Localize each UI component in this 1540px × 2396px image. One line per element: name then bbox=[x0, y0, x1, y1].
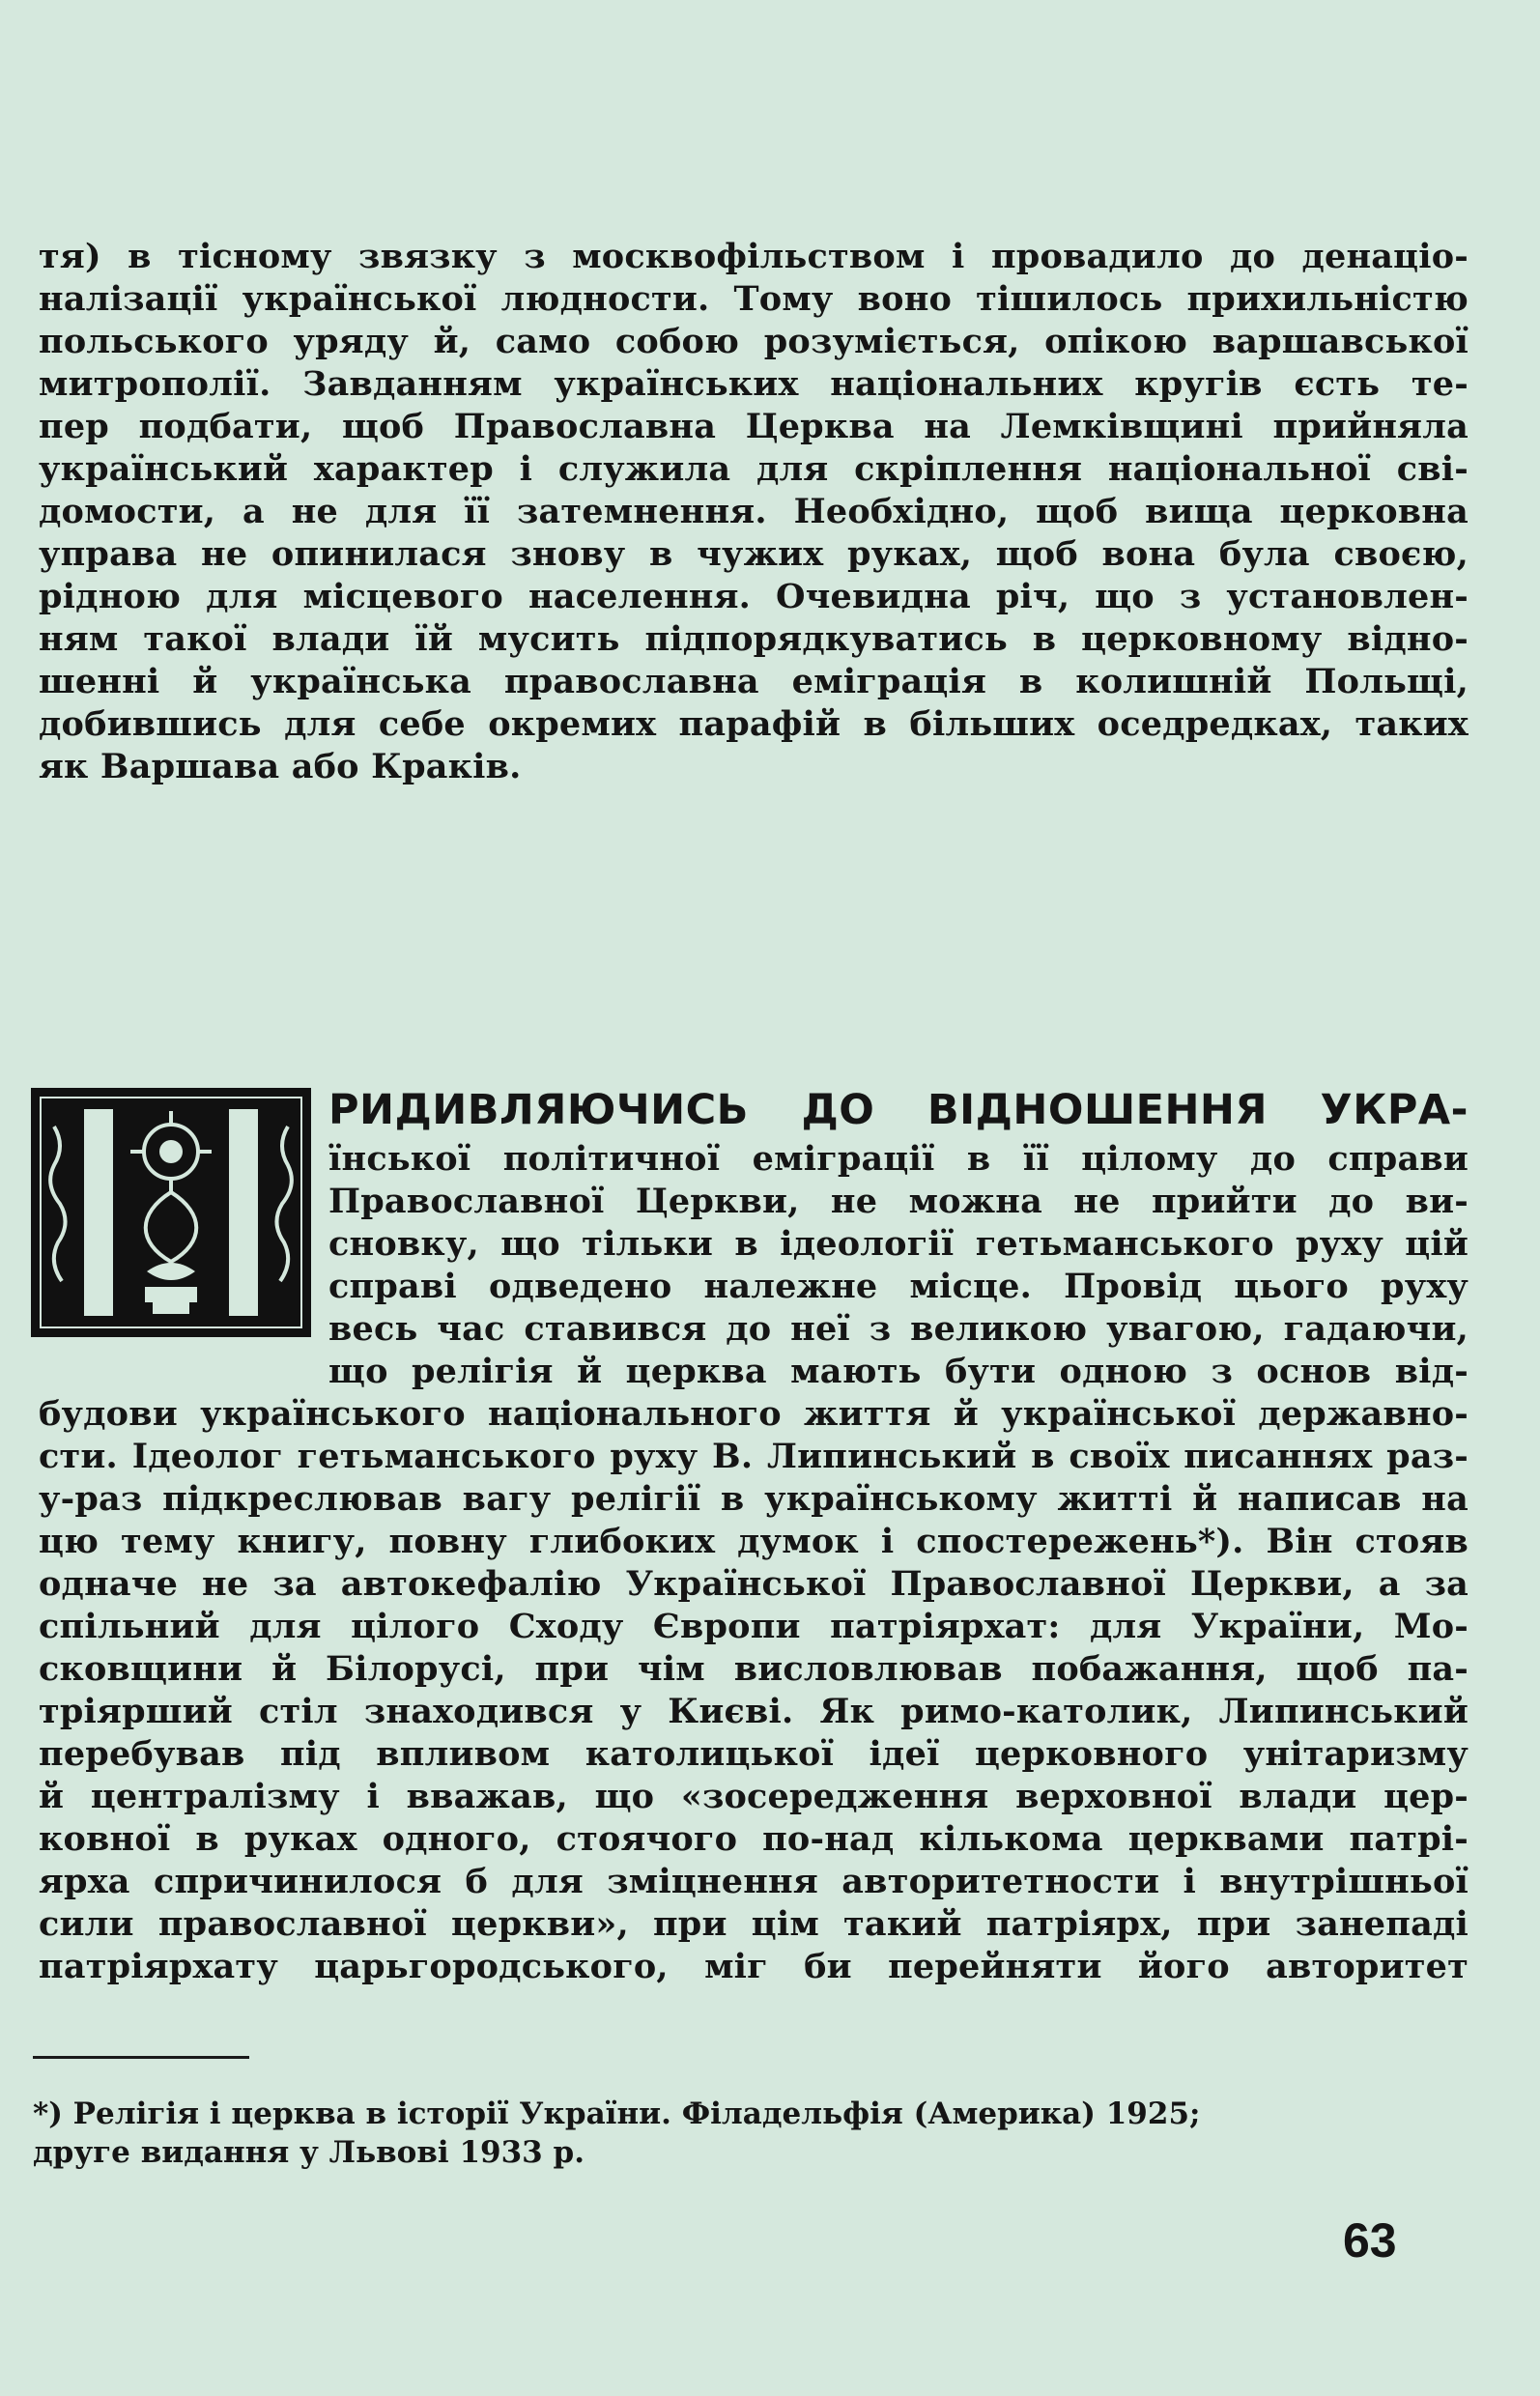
text-line: сновку, що тільки в ідеології гетьманського руху цій bbox=[328, 1224, 1469, 1264]
text-line: Православної Церкви, не можна не прийти до ви- bbox=[328, 1182, 1469, 1221]
text-line: їнської політичної еміграції в її цілому до справи bbox=[328, 1139, 1469, 1179]
text-line: й централізму і вважав, що «зосередження верховної влади цер- bbox=[39, 1777, 1469, 1816]
text-line: що релігія й церква мають бути одною з основ від- bbox=[328, 1352, 1469, 1391]
text-line: ням такої влади їй мусить підпорядкуватись в церковному відно- bbox=[39, 619, 1469, 659]
text-line: одначе не за автокефалію Української Православної Церкви, а за bbox=[39, 1564, 1469, 1604]
footnote-rule bbox=[33, 2056, 249, 2059]
text-line: цю тему книгу, повну глибоких думок і спостережень*). Він стояв bbox=[39, 1522, 1469, 1561]
page-number: 63 bbox=[1343, 2213, 1397, 2268]
ornamental-initial-P-icon bbox=[31, 1088, 311, 1337]
text-line: будови українського національного життя й української державно- bbox=[39, 1394, 1469, 1434]
text-line: управа не опинилася знову в чужих руках, щоб вона була своєю, bbox=[39, 534, 1469, 574]
text-line: спільний для цілого Сходу Європи патріярхат: для України, Мо- bbox=[39, 1607, 1469, 1646]
text-line: добившись для себе окремих парафій в більших оседредках, таких bbox=[39, 704, 1469, 744]
text-line: шенні й українська православна еміграція в колишній Польщі, bbox=[39, 662, 1469, 701]
text-line: весь час ставився до неї з великою увагою, гадаючи, bbox=[328, 1309, 1469, 1349]
text-line: сти. Ідеолог гетьманського руху В. Липинський в своїх писаннях раз- bbox=[39, 1437, 1469, 1476]
footnote-line: *) Релігія і церква в історії України. Філадельфія (Америка) 1925; bbox=[33, 2096, 1201, 2131]
text-line: сковщини й Білорусі, при чім висловлював побажання, щоб па- bbox=[39, 1649, 1469, 1689]
section-heading: РИДИВЛЯЮЧИСЬ ДО ВІДНОШЕННЯ УКРА- bbox=[328, 1086, 1469, 1134]
text-line: сили православної церкви», при цім такий патріярх, при занепаді bbox=[39, 1904, 1469, 1944]
text-line: патріярхату царьгородського, міг би перейняти його авторитет bbox=[39, 1947, 1469, 1986]
text-line: домости, а не для її затемнення. Необхідно, щоб вища церковна bbox=[39, 492, 1469, 531]
text-line: тя) в тісному звязку з москвофільством і провадило до денаціо- bbox=[39, 237, 1469, 276]
text-line: перебував під впливом католицької ідеї церковного унітаризму bbox=[39, 1734, 1469, 1774]
text-line: тріярший стіл знаходився у Києві. Як римо-католик, Липинський bbox=[39, 1692, 1469, 1731]
text-line: пер подбати, щоб Православна Церква на Лемківщині прийняла bbox=[39, 407, 1469, 446]
text-line: налізації української людности. Тому воно тішилось прихильністю bbox=[39, 279, 1469, 319]
text-line: рідною для місцевого населення. Очевидна річ, що з установлен- bbox=[39, 577, 1469, 616]
footnote-line: друге видання у Львові 1933 р. bbox=[33, 2135, 585, 2170]
text-line: митрополії. Завданням українських національних кругів єсть те- bbox=[39, 364, 1469, 404]
text-line: справі одведено належне місце. Провід цього руху bbox=[328, 1267, 1469, 1306]
text-line: ковної в руках одного, стоячого по-над кількома церквами патрі- bbox=[39, 1819, 1469, 1859]
text-line: як Варшава або Краків. bbox=[39, 747, 522, 786]
text-line: ярха спричинилося б для зміцнення авторитетности і внутрішньої bbox=[39, 1862, 1469, 1901]
text-line: у-раз підкреслював вагу релігії в українському житті й написав на bbox=[39, 1479, 1469, 1519]
text-line: польського уряду й, само собою розуміється, опікою варшавської bbox=[39, 322, 1469, 361]
text-line: український характер і служила для скріплення національної сві- bbox=[39, 449, 1469, 489]
